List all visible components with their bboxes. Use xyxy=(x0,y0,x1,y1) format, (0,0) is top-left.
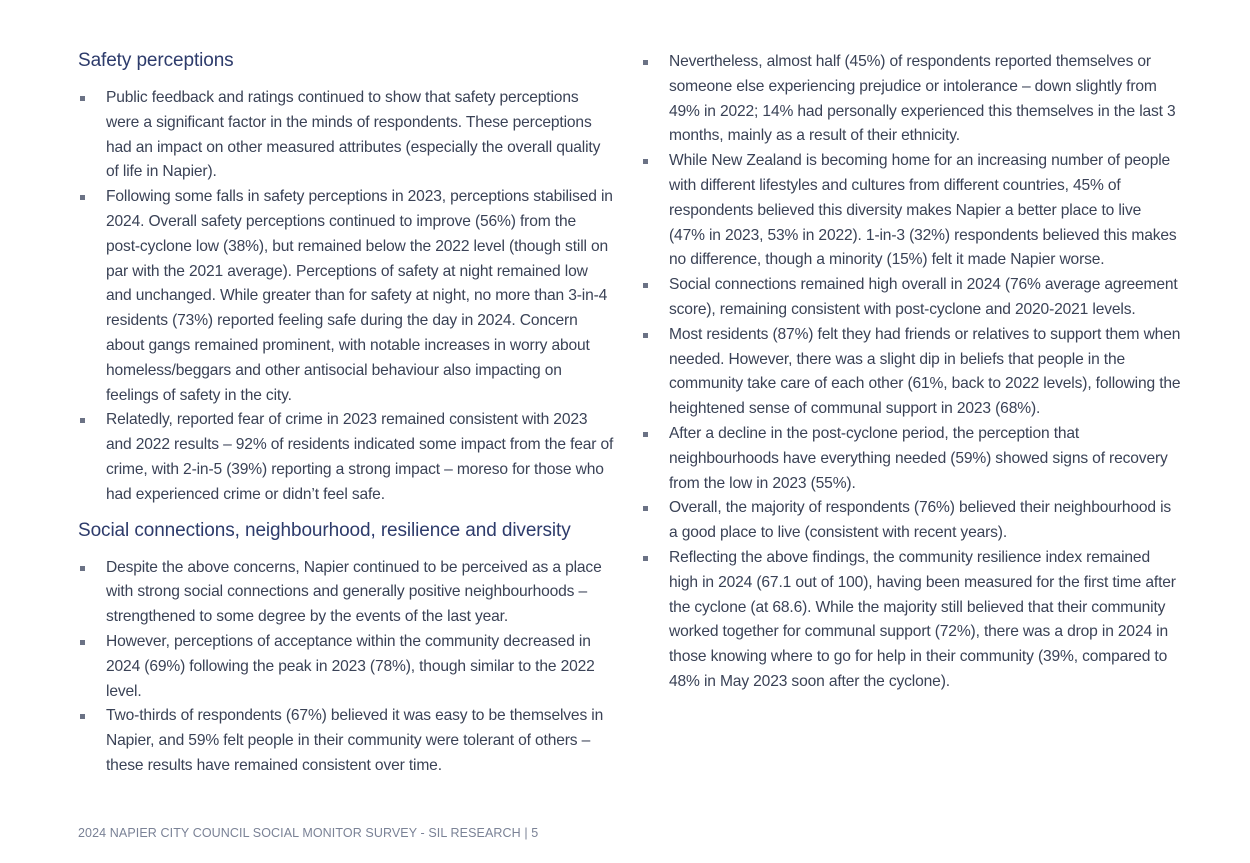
list-item xyxy=(641,546,1181,695)
square-bullet-icon xyxy=(643,283,648,288)
list-item xyxy=(78,704,614,778)
list-item xyxy=(641,323,1181,422)
list-item-text: Despite the above concerns, Napier continued to be perceived as a place with strong social connections and generally positive neighbourhoods – strengthened to some degree by the events of the last year. xyxy=(106,558,602,626)
list-item xyxy=(641,273,1181,323)
list-item xyxy=(78,86,614,185)
list-item xyxy=(641,496,1181,546)
list-item xyxy=(78,185,614,408)
list-item xyxy=(78,408,614,507)
continued-bullet-list xyxy=(641,50,1181,695)
list-item-text: Reflecting the above findings, the community resilience index remained high in 2024 (67.1 out of 100), having been measured for the first time after the cyclone (at 68.6). While the majority still believed that their community worked together for communal support (72%), there was a drop in 2024 in those knowing where to go for help in their community (39%, compared to 48% in May 2023 soon after the cyclone). xyxy=(669,548,1176,690)
square-bullet-icon xyxy=(643,60,648,65)
list-item-text: Most residents (87%) felt they had friends or relatives to support them when needed. However, there was a slight dip in beliefs that people in the community take care of each other (61%, back to 2022 levels), following the heightened sense of communal support in 2023 (68%). xyxy=(669,325,1181,418)
right-column xyxy=(641,50,1181,695)
list-item-text: Two-thirds of respondents (67%) believed it was easy to be themselves in Napier, and 59% felt people in their community were tolerant of others – these results have remained consistent over time. xyxy=(106,707,604,774)
square-bullet-icon xyxy=(643,333,648,338)
square-bullet-icon xyxy=(643,159,648,164)
section-heading-social: Social connections, neighbourhood, resilience and diversity xyxy=(78,519,571,541)
square-bullet-icon xyxy=(80,195,85,200)
list-item-text: Social connections remained high overall in 2024 (76% average agreement score), remaining consistent with post-cyclone and 2020-2021 levels. xyxy=(669,276,1178,318)
square-bullet-icon xyxy=(80,96,85,101)
square-bullet-icon xyxy=(80,714,85,719)
section-heading-safety: Safety perceptions xyxy=(78,50,234,71)
list-item-text: Nevertheless, almost half (45%) of respondents reported themselves or someone else experiencing prejudice or intolerance – down slightly from 49% in 2022; 14% had personally experienced this themselves in the last 3 months, mainly as a result of their ethnicity. xyxy=(669,53,1176,145)
list-item-text: Relatedly, reported fear of crime in 2023 remained consistent with 2023 and 2022 results – 92% of residents indicated some impact from the fear of crime, with 2-in-5 (39%) reporting a strong impact – moreso for those who had experienced crime or didn’t feel safe. xyxy=(106,411,614,503)
list-item-text: Overall, the majority of respondents (76%) believed their neighbourhood is a good place to live (consistent with recent years). xyxy=(669,499,1172,542)
square-bullet-icon xyxy=(643,506,648,511)
list-item xyxy=(78,556,614,630)
list-item-text: While New Zealand is becoming home for an increasing number of people with different lifestyles and cultures from different countries, 45% of respondents believed this diversity makes Napier a better place to live (47% in 2023, 53% in 2022). 1-in-3 (32%) respondents believed this makes no difference, though a minority (15%) felt it made Napier worse. xyxy=(669,152,1177,269)
square-bullet-icon xyxy=(80,566,85,571)
page-footer: 2024 NAPIER CITY COUNCIL SOCIAL MONITOR SURVEY - SIL RESEARCH | 5 xyxy=(78,826,539,840)
square-bullet-icon xyxy=(643,556,648,561)
list-item-text: Public feedback and ratings continued to show that safety perceptions were a significant factor in the minds of respondents. These perceptions had an impact on other measured attributes (especially the overall quality of life in Napier). xyxy=(106,89,601,181)
list-item-text: Following some falls in safety perceptions in 2023, perceptions stabilised in 2024. Overall safety perceptions continued to improve (56%) from the post-cyclone low (38%), but remained below the 2022 level (though still on par with the 2021 average). Perceptions of safety at night remained low and unchanged. While greater than for safety at night, no more than 3-in-4 residents (73%) reported feeling safe during the day in 2024. Concern about gangs remained prominent, with notable increases in worry about homeless/beggars and other antisocial behaviour also impacting on feelings of safety in the city. xyxy=(106,188,613,404)
list-item xyxy=(641,422,1181,496)
list-item-text: However, perceptions of acceptance within the community decreased in 2024 (69%) following the peak in 2023 (78%), though similar to the 2022 level. xyxy=(106,632,595,700)
square-bullet-icon xyxy=(643,432,648,437)
list-item xyxy=(641,50,1181,149)
list-item xyxy=(641,149,1181,273)
list-item-text: After a decline in the post-cyclone period, the perception that neighbourhoods have everything needed (59%) showed signs of recovery from the low in 2023 (55%). xyxy=(669,424,1168,492)
square-bullet-icon xyxy=(80,640,85,645)
left-column xyxy=(78,50,614,779)
square-bullet-icon xyxy=(80,418,85,423)
safety-bullet-list xyxy=(78,86,614,508)
list-item xyxy=(78,630,614,704)
social-bullet-list xyxy=(78,556,614,779)
